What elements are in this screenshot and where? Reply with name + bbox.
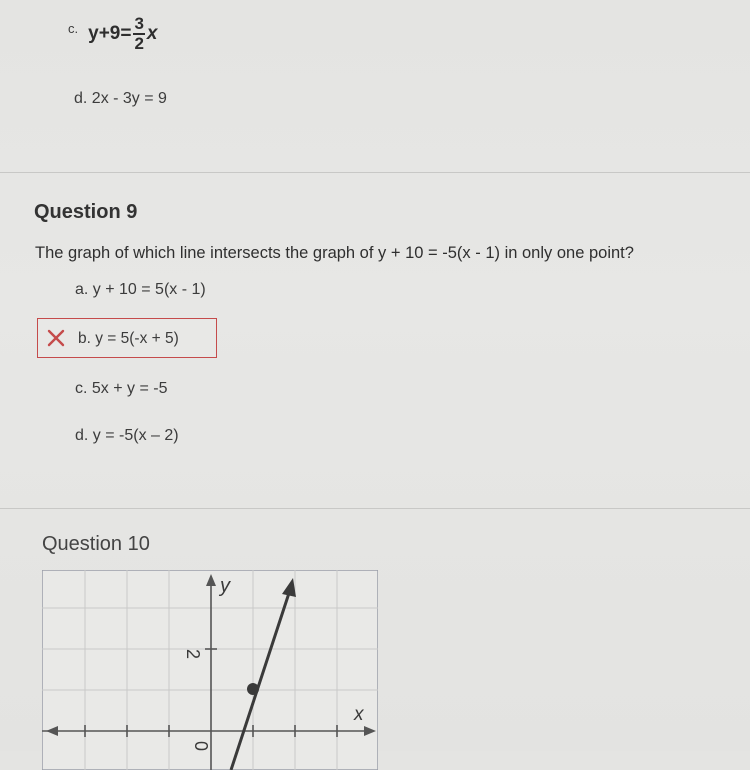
q8-option-c[interactable] xyxy=(68,6,158,62)
x-axis-label: x xyxy=(354,704,364,725)
q9-option-c[interactable]: c. 5x + y = -5 xyxy=(75,380,168,397)
question-10-title: Question 10 xyxy=(42,533,150,555)
question-9-text: The graph of which line intersects the graph of y + 10 = -5(x - 1) in only one point? xyxy=(35,244,634,262)
q8-option-c-var: x xyxy=(146,23,158,44)
graph-point xyxy=(247,683,259,695)
y-axis-label: y xyxy=(220,575,230,597)
q9-option-b-label: b. y = 5(-x + 5) xyxy=(78,330,179,347)
incorrect-x-icon xyxy=(46,328,66,348)
q8-option-d[interactable]: d. 2x - 3y = 9 xyxy=(74,90,167,107)
question-10-graph xyxy=(42,570,378,770)
q9-option-b-selected-incorrect[interactable] xyxy=(37,318,217,358)
question-9-title: Question 9 xyxy=(34,201,138,223)
q9-option-a[interactable]: a. y + 10 = 5(x - 1) xyxy=(75,281,206,298)
y-tick-label-2: 2 xyxy=(183,649,203,660)
origin-label: 0 xyxy=(191,741,211,752)
q9-option-d[interactable]: d. y = -5(x – 2) xyxy=(75,427,179,444)
q8-option-c-lhs: y+9= xyxy=(88,23,132,44)
fraction-denominator: 2 xyxy=(134,34,144,53)
q8-option-c-fraction xyxy=(133,15,144,53)
question-divider xyxy=(0,508,750,509)
question-divider xyxy=(0,172,750,173)
graph-frame xyxy=(42,570,378,770)
q8-option-c-letter: c. xyxy=(68,20,79,36)
fraction-numerator: 3 xyxy=(134,14,144,33)
